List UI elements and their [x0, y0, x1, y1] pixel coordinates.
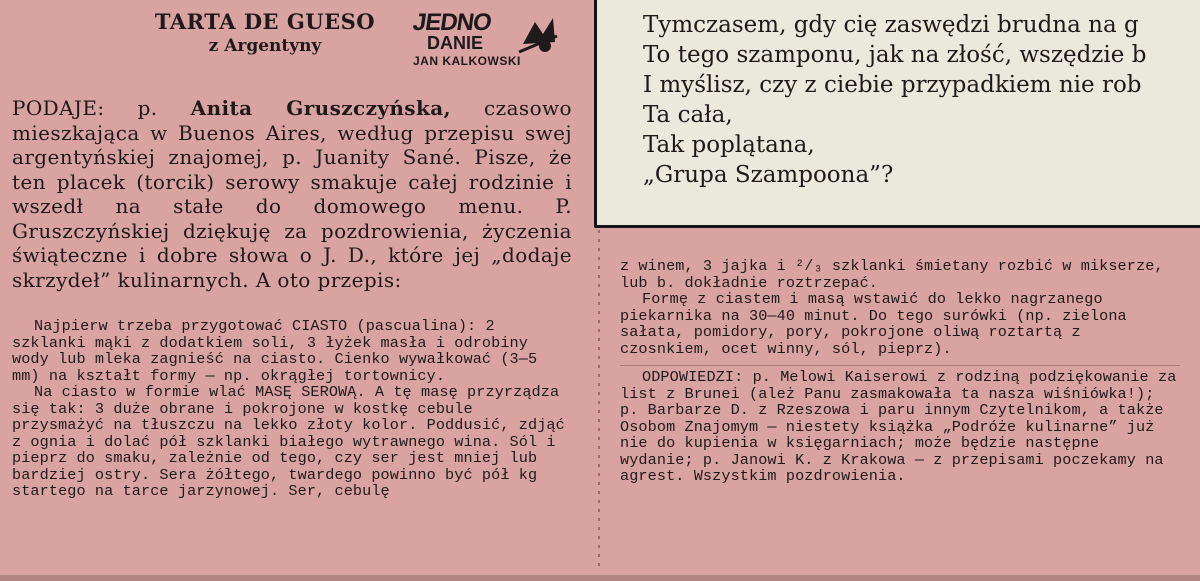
page-edge [0, 575, 1200, 581]
logo-author: JAN KALKOWSKI [413, 54, 521, 68]
recipe-right-column [620, 258, 1180, 485]
recipe-left-column [12, 318, 572, 500]
separator [620, 365, 1180, 366]
recipe-paragraph: z winem, 3 jajka i ²/₃ szklanki śmietany rozbić w mikserze, lub b. dokładnie roztrzepać. [620, 257, 1164, 292]
intro-text: czasowo mieszkająca w Buenos Aires, według przepisu swej argentyńskiej znajomej, p. Juanity Sané. Pisze, że ten placek (torcik) serowy smakuje całej rodzinie i wszedł na stałe do domowego menu. P. Gruszczyńskiej dziękuję za pozdrowienia, życzenia świąteczne i dobre słowa o J. D., które jej „dodaje skrzydeł” kulinarnych. A oto przepis: [12, 96, 572, 292]
article-subtitle: z Argentyny [208, 36, 322, 56]
poem-line: I myślisz, czy z ciebie przypadkiem nie rob [643, 72, 1142, 98]
recipe-continuation [620, 258, 1180, 357]
poem-line: To tego szamponu, jak na złość, wszędzie b [643, 42, 1147, 68]
logo-word-1: JEDNO [411, 9, 493, 36]
author-name: Anita Gruszczyńska, [190, 96, 451, 120]
poem-line: „Grupa Szampoona”? [643, 162, 894, 188]
logo-word-2: DANIE [427, 33, 484, 53]
column-divider [598, 230, 600, 570]
poem-line: Tak poplątana, [643, 132, 815, 158]
recipe-paragraph: Formę z ciastem i masą wstawić do lekko nagrzanego piekarnika na 30—40 minut. Do tego surówki (np. zielona sałata, pomidory, pory, pokrojone oliwą roztartą z czosnkiem, ocet winny, sól, pieprz). [620, 290, 1127, 358]
poem-line: Ta cała, [643, 102, 733, 128]
column-logo [411, 9, 563, 72]
article-title: TARTA DE GUESO [154, 9, 376, 34]
recipe-paragraph: Na ciasto w formie wlać MASĘ SEROWĄ. A tę masę przyrządza się tak: 3 duże obrane i pokrojone w kostkę cebule przysmażyć na tłuszczu na lekko złoty kolor. Poddusić, zdjąć z ognia i dolać pół szklanki białego wytrawnego wina. Sól i pieprz do smaku, zależnie od tego, czy ser jest mniej lub bardziej ostry. Sera żółtego, twardego powinno być pół kg startego na tarce jarzynowej. Ser, cebulę [12, 383, 565, 500]
poem-box [594, 0, 1200, 228]
article-intro [12, 96, 572, 292]
poem-line: Tymczasem, gdy cię zaswędzi brudna na g [643, 12, 1139, 38]
intro-text: PODAJE: p. [12, 96, 191, 120]
answers-paragraph: ODPOWIEDZI: p. Melowi Kaiserowi z rodziną podziękowanie za list z Brunei (ależ Panu zasmakowała ta nasza wiśniówka!); p. Barbarze D. z Rzeszowa i paru innym Czytelnikom, a także Osobom Znajomym — niestety książka „Podróże kulinarne” już nie do kupienia w księgarniach; może będzie następne wydanie; p. Janowi K. z Krakowa — z przepisami poczekamy na agrest. Wszystkim pozdrowienia. [620, 368, 1177, 485]
article-title-block [130, 10, 400, 56]
recipe-paragraph: Najpierw trzeba przygotować CIASTO (pascualina): 2 szklanki mąki z dodatkiem soli, 3 łyżek masła i odrobiny wody lub mleka zagnieść na ciasto. Cienko wywałkować (3—5 mm) na kształt formy — np. okrągłej tortownicy. [12, 317, 538, 385]
poem-text [643, 10, 1146, 190]
